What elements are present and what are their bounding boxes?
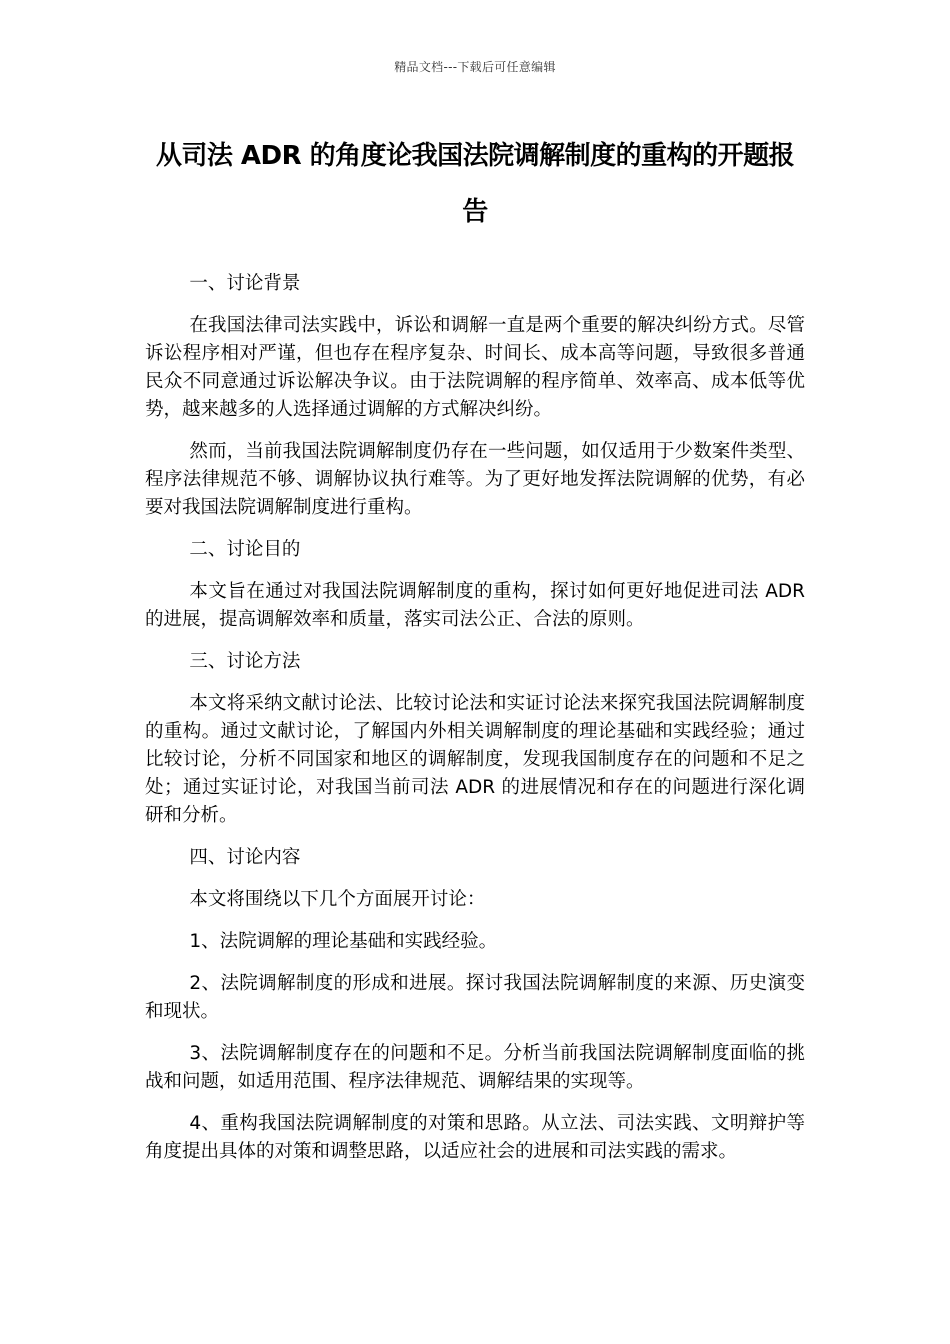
paragraph: 然而，当前我国法院调解制度仍存在一些问题，如仅适用于少数案件类型、程序法律规范不够、调解协议执行难等。为了更好地发挥法院调解的优势，有必要对我国法院调解制度进行重构。 bbox=[145, 441, 805, 518]
paragraph: 本文将采纳文献讨论法、比较讨论法和实证讨论法来探究我国法院调解制度的重构。通过文献讨论，了解国内外相关调解制度的理论基础和实践经验；通过比较讨论，分析不同国家和地区的调解制度，发现我国制度存在的问题和不足之处；通过实证讨论，对我国当前司法 ADR 的进展情况和存在的问题进行深化调研和分析。 bbox=[145, 693, 805, 826]
document-title: 从司法 ADR 的角度论我国法院调解制度的重构的开题报告 bbox=[155, 141, 795, 227]
paragraph: 在我国法律司法实践中，诉讼和调解一直是两个重要的解决纠纷方式。尽管诉讼程序相对严谨，但也存在程序复杂、时间长、成本高等问题，导致很多普通民众不同意通过诉讼解决争议。由于法院调解的程序简单、效率高、成本低等优势，越来越多的人选择通过调解的方式解决纠纷。 bbox=[145, 315, 805, 420]
list-item: 1、法院调解的理论基础和实践经验。 bbox=[189, 931, 498, 952]
list-item: 2、法院调解制度的形成和进展。探讨我国法院调解制度的来源、历史演变和现状。 bbox=[145, 973, 805, 1022]
section-heading-background: 一、讨论背景 bbox=[189, 273, 301, 294]
section-heading-content: 四、讨论内容 bbox=[189, 847, 301, 868]
list-item: 4、重构我国法院调解制度的对策和思路。从立法、司法实践、文明辩护等角度提出具体的对策和调整思路，以适应社会的进展和司法实践的需求。 bbox=[145, 1113, 805, 1162]
page-header: 精品文档---下载后可任意编辑 bbox=[394, 60, 556, 74]
list-item: 3、法院调解制度存在的问题和不足。分析当前我国法院调解制度面临的挑战和问题，如适用范围、程序法律规范、调解结果的实现等。 bbox=[145, 1043, 805, 1092]
paragraph: 本文将围绕以下几个方面展开讨论： bbox=[189, 889, 486, 910]
section-heading-purpose: 二、讨论目的 bbox=[189, 539, 301, 560]
paragraph: 本文旨在通过对我国法院调解制度的重构，探讨如何更好地促进司法 ADR 的进展，提高调解效率和质量，落实司法公正、合法的原则。 bbox=[145, 581, 805, 630]
section-heading-method: 三、讨论方法 bbox=[189, 651, 301, 672]
document-body bbox=[145, 270, 805, 1180]
